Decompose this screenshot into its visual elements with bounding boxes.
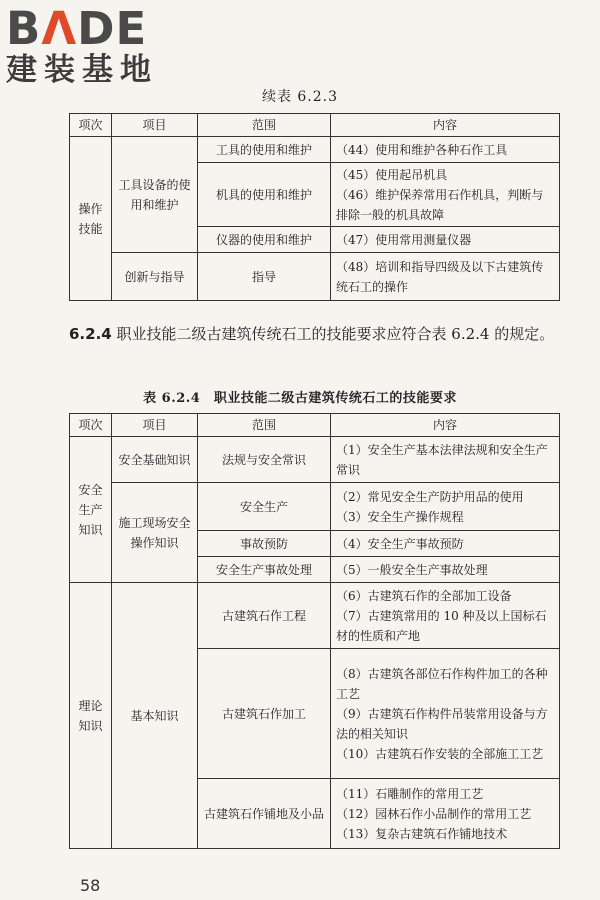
scope-cell: 安全生产: [198, 483, 331, 531]
item-cell: 创新与指导: [112, 253, 198, 301]
header-cell: 项次: [70, 414, 112, 437]
table-6-2-4-caption: 表 6.2.4 职业技能二级古建筑传统石工的技能要求: [143, 391, 457, 406]
page-number: 58: [80, 876, 101, 895]
header-cell: 范围: [198, 414, 331, 437]
header-cell: 内容: [331, 114, 560, 137]
table-header-row: [70, 114, 560, 137]
clause-number: 6.2.4: [69, 325, 112, 343]
header-cell: 项目: [112, 114, 198, 137]
scope-cell: 事故预防: [198, 531, 331, 557]
content-cell: （48）培训和指导四级及以下古建筑传统石工的操作: [331, 253, 560, 301]
header-cell: 项次: [70, 114, 112, 137]
scope-cell: 仪器的使用和维护: [198, 227, 331, 253]
content-cell: （8）古建筑各部位石作构件加工的各种工艺 （9）古建筑石作构件吊装常用设备与方法的相关知识 （10）古建筑石作安装的全部施工工艺: [331, 649, 560, 779]
table-6-2-4: [69, 413, 560, 849]
clause-6-2-4: [69, 322, 560, 346]
item-cell: 施工现场安全操作知识: [112, 483, 198, 583]
table-header-row: [70, 414, 560, 437]
table-row: [70, 483, 560, 531]
content-cell: （4）安全生产事故预防: [331, 531, 560, 557]
scope-cell: 工具的使用和维护: [198, 137, 331, 163]
logo-brand: BΛDE: [6, 2, 148, 55]
category-cell: 操作技能: [70, 137, 112, 301]
clause-text: 职业技能二级古建筑传统石工的技能要求应符合表 6.2.4 的规定。: [116, 325, 555, 343]
item-cell: 安全基础知识: [112, 437, 198, 483]
scope-cell: 机具的使用和维护: [198, 163, 331, 227]
scope-cell: 指导: [198, 253, 331, 301]
header-cell: 范围: [198, 114, 331, 137]
content-cell: （5）一般安全生产事故处理: [331, 557, 560, 583]
scope-cell: 安全生产事故处理: [198, 557, 331, 583]
scope-cell: 古建筑石作铺地及小品: [198, 779, 331, 849]
category-cell: 安全生产知识: [70, 437, 112, 583]
table-row: [70, 137, 560, 163]
scope-cell: 古建筑石作工程: [198, 583, 331, 649]
content-cell: （47）使用常用测量仪器: [331, 227, 560, 253]
table-row: [70, 437, 560, 483]
content-cell: （11）石雕制作的常用工艺 （12）园林石作小品制作的常用工艺 （13）复杂古建筑石作铺地技术: [331, 779, 560, 849]
logo: [6, 2, 186, 92]
content-cell: （2）常见安全生产防护用品的使用 （3）安全生产操作规程: [331, 483, 560, 531]
item-cell: 基本知识: [112, 583, 198, 849]
content-cell: （44）使用和维护各种石作工具: [331, 137, 560, 163]
continued-table-caption: 续表 6.2.3: [261, 89, 339, 105]
content-cell: （6）古建筑石作的全部加工设备 （7）古建筑常用的 10 种及以上国标石材的性质和产地: [331, 583, 560, 649]
table-row: [70, 253, 560, 301]
item-cell: 工具设备的使用和维护: [112, 137, 198, 253]
category-cell: 理论知识: [70, 583, 112, 849]
header-cell: 内容: [331, 414, 560, 437]
logo-subtitle: 建装基地: [6, 52, 158, 88]
content-cell: （45）使用起吊机具 （46）维护保养常用石作机具，判断与排除一般的机具故障: [331, 163, 560, 227]
table-row: [70, 583, 560, 649]
scope-cell: 古建筑石作加工: [198, 649, 331, 779]
table-6-2-3-continued: [69, 113, 560, 301]
header-cell: 项目: [112, 414, 198, 437]
content-cell: （1）安全生产基本法律法规和安全生产常识: [331, 437, 560, 483]
logo-accent: Λ: [41, 2, 78, 55]
scope-cell: 法规与安全常识: [198, 437, 331, 483]
